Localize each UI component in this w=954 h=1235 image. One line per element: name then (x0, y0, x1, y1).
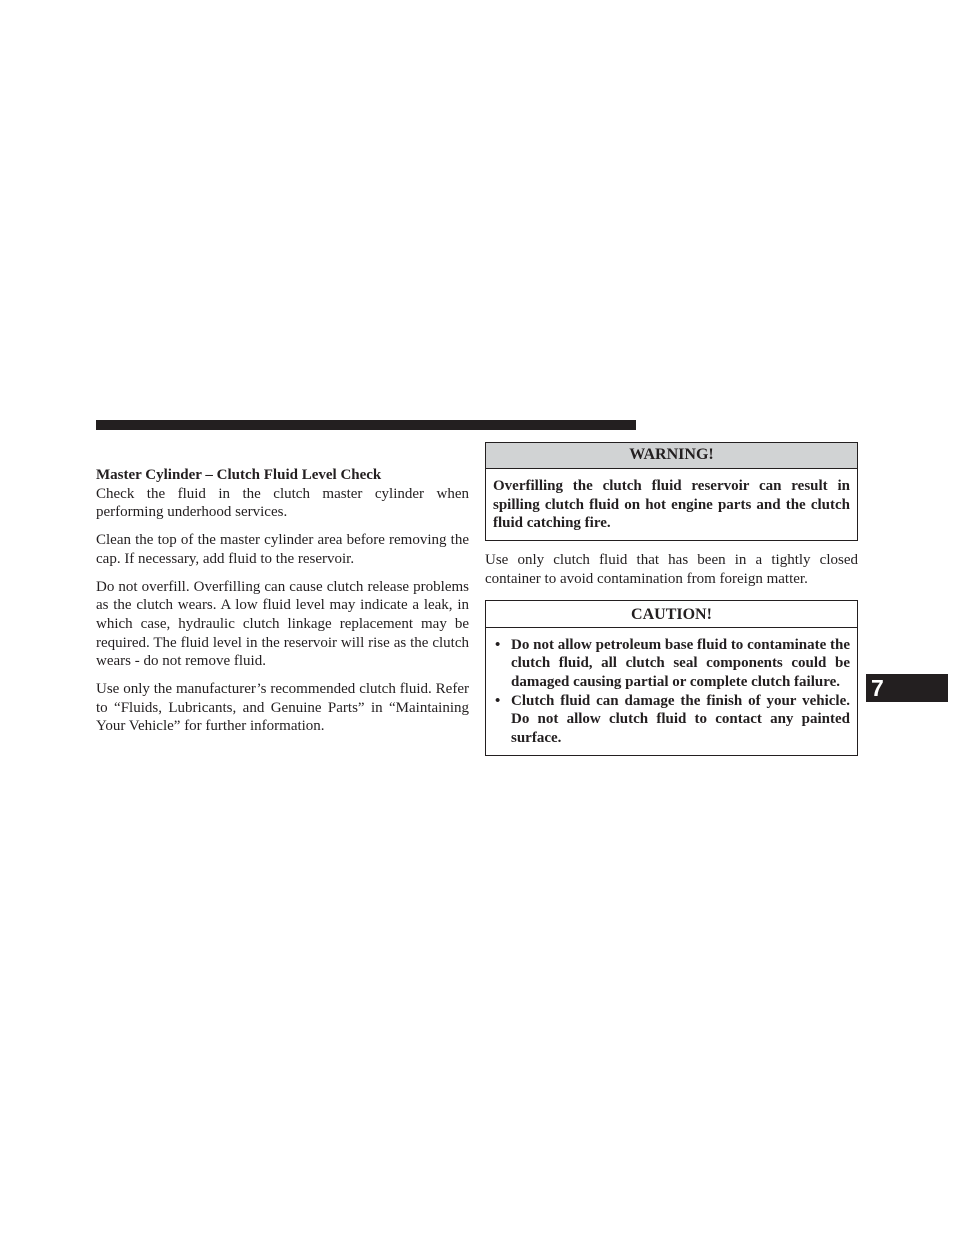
caution-body (486, 628, 857, 755)
right-column (485, 442, 858, 756)
warning-title: WARNING! (486, 443, 857, 469)
caution-title: CAUTION! (486, 601, 857, 628)
section-heading: Master Cylinder – Clutch Fluid Level Check (96, 467, 382, 483)
warning-box (485, 442, 858, 541)
caution-item-petroleum: • Do not allow petroleum base fluid to contaminate the clutch fluid, all clutch seal components could be damaged causing partial or complete clutch failure. (493, 636, 850, 692)
warning-text: Overfilling the clutch fluid reservoir can result in spilling clutch fluid on hot engine parts and the clutch fluid catching fire. (493, 478, 850, 532)
paragraph-clean-top: Clean the top of the master cylinder area before removing the cap. If necessary, add fluid to the reservoir. (96, 532, 469, 567)
caution-list (493, 636, 850, 748)
paragraph-recommended-fluid: Use only the manufacturer’s recommended clutch fluid. Refer to “Fluids, Lubricants, and Genuine Parts” in “Maintaining Your Vehicle” for further information. (96, 681, 469, 735)
section-number-tab: 7 (866, 674, 948, 702)
paragraph-do-not-overfill: Do not overfill. Overfilling can cause clutch release problems as the clutch wears. A low fluid level may indicate a leak, in which case, hydraulic clutch linkage replacement may be required. The fluid level in the reservoir will rise as the clutch wears - do not remove fluid. (96, 578, 469, 670)
paragraph-closed-container: Use only clutch fluid that has been in a tightly closed container to avoid contamination from foreign matter. (485, 552, 858, 587)
section-top-rule (96, 420, 636, 430)
caution-item-paint: • Clutch fluid can damage the finish of your vehicle. Do not allow clutch fluid to contact any painted surface. (493, 692, 850, 748)
caution-box (485, 600, 858, 756)
left-column (96, 466, 469, 745)
paragraph-check-fluid: Check the fluid in the clutch master cylinder when performing underhood services. (96, 485, 469, 521)
